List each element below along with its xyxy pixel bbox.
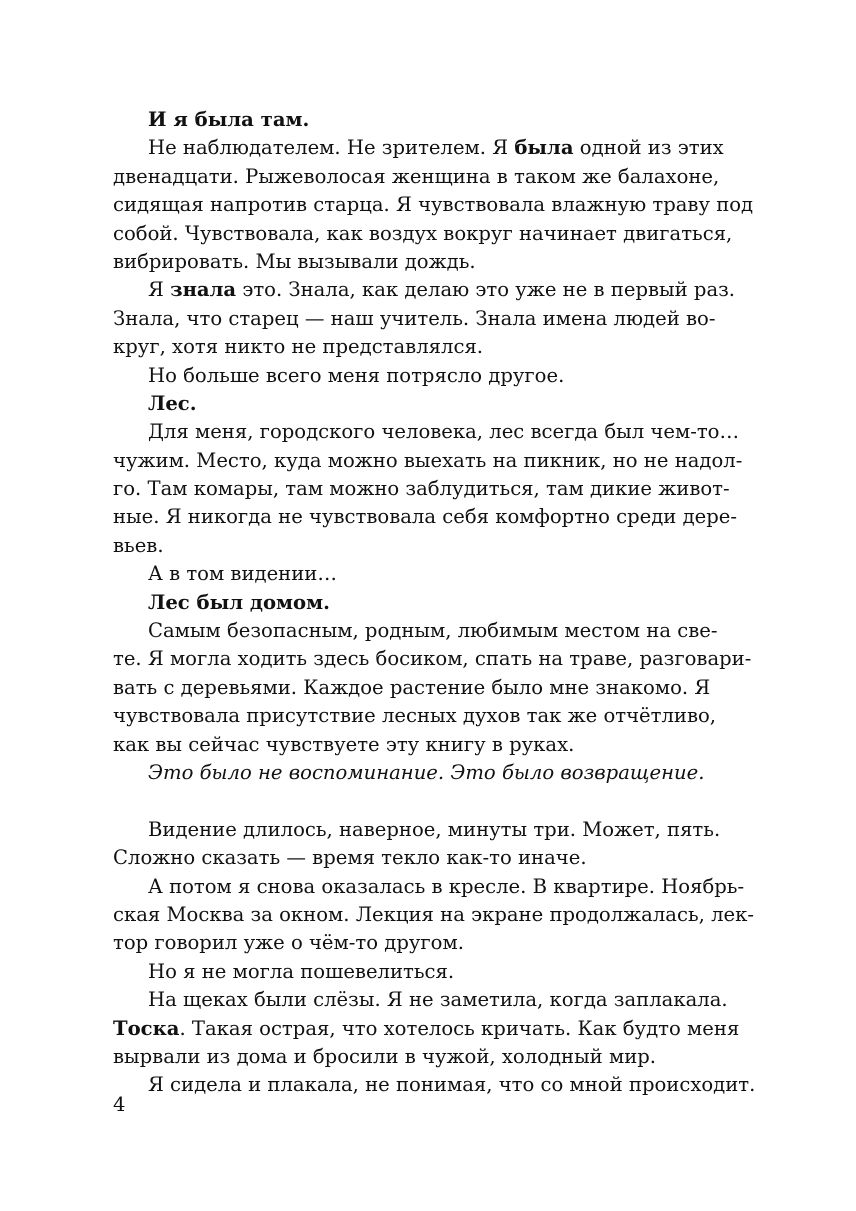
text-run: вибрировать. Мы вызывали дождь.	[113, 249, 476, 273]
bold-text: знала	[170, 278, 237, 302]
text-line	[113, 191, 754, 219]
text-line	[113, 589, 710, 617]
text-line	[113, 163, 720, 191]
text-line	[113, 929, 710, 957]
text-line	[113, 958, 710, 986]
page-number: 4	[113, 1093, 126, 1116]
text-run: ные. Я никогда не чувствовала себя комфортно среди дере-	[113, 505, 737, 529]
text-run: Но больше всего меня потрясло другое.	[148, 363, 565, 387]
text-line	[113, 702, 717, 730]
text-run: Сложно сказать — время текло как-то иначе.	[113, 846, 587, 870]
text-line	[113, 617, 718, 645]
text-run: ская Москва за окном. Лекция на экране продолжалась, лек-	[113, 902, 754, 926]
text-run: тор говорил уже о чём-то другом.	[113, 931, 464, 955]
text-line	[113, 1071, 756, 1099]
text-line	[113, 674, 710, 702]
text-run: Для меня, городского человека, лес всегда был чем-то…	[148, 420, 740, 444]
text-run: сидящая напротив старца. Я чувствовала влажную траву под	[113, 193, 754, 217]
text-line	[113, 873, 745, 901]
text-line	[113, 901, 754, 929]
text-run: те. Я могла ходить здесь босиком, спать на траве, разговари-	[113, 647, 752, 671]
text-line	[113, 1043, 710, 1071]
text-line	[113, 248, 710, 276]
text-line	[113, 475, 730, 503]
text-run: Знала, что старец — наш учитель. Знала имена людей во-	[113, 306, 716, 330]
text-run: как вы сейчас чувствуете эту книгу в руках.	[113, 732, 575, 756]
text-run: Я сидела и плакала, не понимая, что со мной происходит.	[148, 1073, 756, 1097]
bold-text: Тоска	[113, 1016, 180, 1040]
text-run: На щеках были слёзы. Я не заметила, когда заплакала.	[148, 988, 728, 1012]
text-run: собой. Чувствовала, как воздух вокруг начинает двигаться,	[113, 221, 733, 245]
text-line	[113, 645, 752, 673]
text-line	[113, 362, 710, 390]
text-line	[113, 816, 721, 844]
bold-text: Лес.	[148, 391, 197, 415]
text-run: А потом я снова оказалась в кресле. В квартире. Ноябрь-	[148, 874, 745, 898]
text-run: А в том видении…	[148, 562, 337, 586]
text-run: Не наблюдателем. Не зрителем. Я	[148, 136, 515, 160]
text-run: это. Знала, как делаю это уже не в первый раз.	[236, 278, 736, 302]
text-run: вьев.	[113, 533, 164, 557]
text-line	[113, 532, 710, 560]
text-run: одной из этих	[573, 136, 724, 160]
text-line	[113, 333, 710, 361]
text-line	[113, 134, 724, 162]
text-run: чувствовала присутствие лесных духов так же отчётливо,	[113, 704, 717, 728]
text-line	[113, 986, 728, 1014]
text-line	[113, 390, 710, 418]
text-run: круг, хотя никто не представлялся.	[113, 335, 484, 359]
italic-text: Это было не воспоминание. Это было возвращение.	[148, 760, 705, 784]
text-run: вырвали из дома и бросили в чужой, холодный мир.	[113, 1044, 657, 1068]
bold-text: И я была там.	[148, 108, 310, 131]
text-line	[113, 844, 710, 872]
bold-text: Лес был домом.	[148, 590, 330, 614]
text-run: Самым безопасным, родным, любимым местом на све-	[148, 619, 718, 643]
page-body-text	[113, 106, 756, 1100]
text-line	[113, 305, 716, 333]
text-run: вать с деревьями. Каждое растение было мне знакомо. Я	[113, 675, 711, 699]
text-line	[113, 276, 736, 304]
bold-text: была	[514, 136, 574, 160]
paragraph-gap	[113, 787, 710, 815]
text-run: чужим. Место, куда можно выехать на пикник, но не надол-	[113, 448, 743, 472]
text-line	[113, 560, 710, 588]
text-line	[113, 106, 710, 134]
text-run: Видение длилось, наверное, минуты три. Может, пять.	[148, 817, 721, 841]
text-line	[113, 731, 710, 759]
text-run: Я	[148, 278, 171, 302]
text-run: Но я не могла пошевелиться.	[148, 959, 455, 983]
text-line	[113, 447, 743, 475]
text-run: двенадцати. Рыжеволосая женщина в таком же балахоне,	[113, 164, 720, 188]
text-run: го. Там комары, там можно заблудиться, там дикие живот-	[113, 477, 730, 501]
text-line	[113, 503, 737, 531]
text-line	[113, 759, 710, 787]
text-line	[113, 418, 740, 446]
text-line	[113, 1015, 740, 1043]
text-run: . Такая острая, что хотелось кричать. Как будто меня	[179, 1016, 740, 1040]
text-line	[113, 220, 733, 248]
